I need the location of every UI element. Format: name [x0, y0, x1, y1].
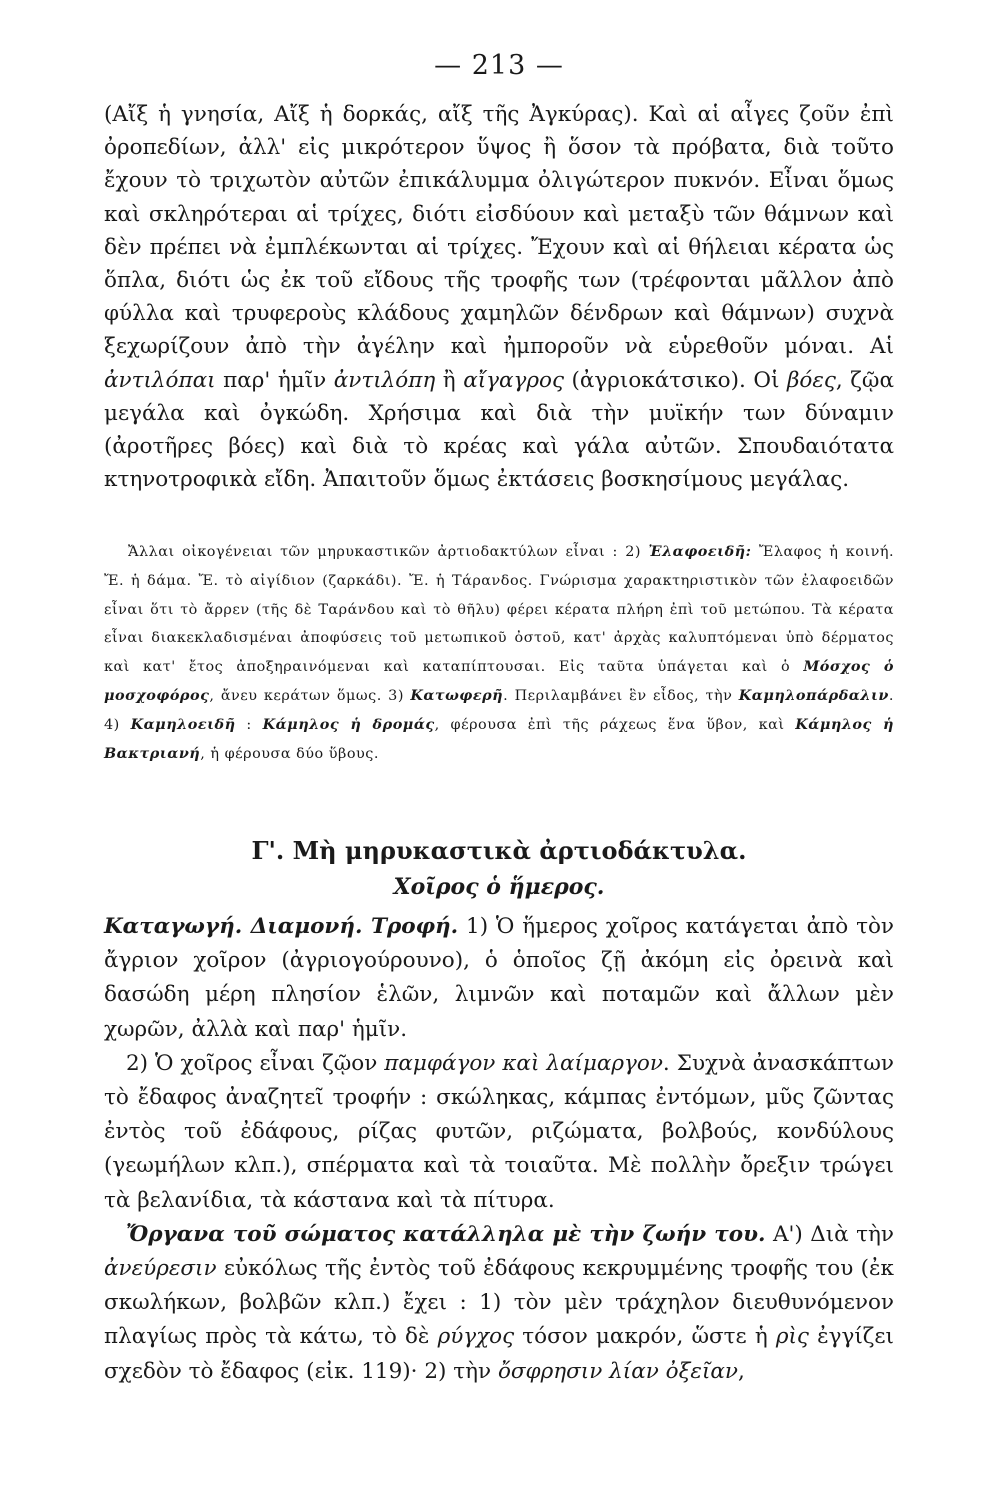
intro-text-e: , ζῷα μεγάλα καὶ ὀγκώδη. Χρήσιμα καὶ διὰ τὴν μυϊκήν των δύναμιν (ἀροτῆρες βόες) καὶ διὰ τὸ κρέας καὶ γάλα αὐτῶν. Σπουδαιότατα κτηνοτροφικὰ εἴδη. Ἀπαιτοῦν ὅμως ἐκτάσεις βοσκησίμους μεγάλας. [104, 367, 894, 493]
term-boes: βόες [786, 367, 836, 393]
intro-paragraph [104, 98, 894, 496]
term-rygchos: ρύγχος [437, 1324, 515, 1350]
page-number: — 213 — [434, 50, 564, 81]
note-text-7: , φέρουσα ἐπὶ τῆς ράχεως ἕνα ὕβον, καὶ [434, 716, 785, 733]
intro-text-a: (Αἴξ ἡ γνησία, Αἴξ ἡ δορκάς, αἴξ τῆς Ἀγκύρας). Καὶ αἱ αἶγες ζοῦν ἐπὶ ὀροπεδίων, ἀλλ' εἰς μικρότερον ὕψος ἢ ὅσον τὰ πρόβατα, διὰ τοῦτο ἔχουν τὸ τριχωτὸν αὐτῶν ἐπικάλυμμα ὀλιγώτερον πυκνόν. Εἶναι ὅμως καὶ σκληρότεραι αἱ τρίχες, διότι εἰσδύουν καὶ μεταξὺ τῶν θάμνων καὶ δὲν πρέπει νὰ ἐμπλέκωνται αἱ τρίχες. Ἔχουν καὶ αἱ θήλειαι κέρατα ὡς ὅπλα, διότι ὡς ἐκ τοῦ εἴδους τῆς τροφῆς των (τρέφονται μᾶλλον ἀπὸ φύλλα καὶ τρυφεροὺς κλάδους χαμηλῶν δένδρων καὶ θάμνων) συχνὰ ξεχωρίζουν ἀπὸ τὴν ἀγέλην καὶ ἠμποροῦν νὰ εὑρεθοῦν μόναι. Αἱ [104, 102, 894, 360]
footnote-block [104, 538, 894, 768]
paragraph-diet [104, 1047, 894, 1218]
note-text-8: , ἡ φέρουσα δύο ὕβους. [200, 745, 379, 762]
section-heading: Γ'. Μὴ μηρυκαστικὰ ἀρτιοδάκτυλα. [251, 836, 747, 865]
body-text-3c: τόσον μακρόν, ὥστε ἡ [522, 1324, 768, 1350]
term-pamfagon: παμφάγον καὶ λαίμαργον [384, 1050, 663, 1076]
term-ris: ρὶς [775, 1324, 809, 1350]
paragraph-organs [104, 1218, 894, 1389]
lead-organs: Ὄργανα τοῦ σώματος κατάλληλα μὲ τὴν ζωήν του. [126, 1221, 766, 1247]
term-kamilos: Κάμηλος ἡ δρομάς [262, 715, 435, 733]
body-text-3a: Α') Διὰ τὴν [765, 1221, 894, 1247]
body-text-2a: 2) Ὁ χοῖρος εἶναι ζῷον [126, 1050, 378, 1076]
lead-origin: Καταγωγή. Διαμονή. Τροφή. [104, 914, 459, 939]
intro-text [104, 98, 894, 496]
term-kamilopardalin: Καμηλοπάρδαλιν [738, 686, 889, 704]
term-aigagros: αἴγαγρος [463, 367, 564, 393]
footnote-paragraph [104, 538, 894, 768]
intro-text-c: ἢ [442, 367, 456, 393]
body-text-3e: , [737, 1358, 745, 1384]
term-kamilos-baktriani: Κάμηλος ἡ Βακτριανή [104, 715, 894, 762]
note-text-3: , ἄνευ κεράτων ὅμως. 3) [209, 687, 404, 704]
note-text-1: Ἄλλαι οἰκογένειαι τῶν μηρυκαστικῶν ἀρτιοδακτύλων εἶναι : 2) [128, 544, 642, 560]
note-text-4: . Περιλαμβάνει ἓν εἶδος, τὴν [503, 687, 733, 704]
section-subheading: Χοῖρος ὁ ἥμερος. [393, 874, 605, 900]
intro-text-d: (ἀγριοκάτσικο). Οἱ [571, 367, 780, 393]
term-aneuresin: ἀνεύρεσιν [104, 1256, 217, 1282]
body-text-1: 1) Ὁ ἥμερος χοῖρος κατάγεται ἀπὸ τὸν ἄγριον χοῖρον (ἀγριογούρουνο), ὁ ὁποῖος ζῇ ἀκόμη εἰς ὀρεινὰ καὶ δασώδη μέρη πλησίον ἑλῶν, λιμνῶν καὶ ποταμῶν καὶ ἄλλων μὲν χωρῶν, ἀλλὰ καὶ παρ' ἡμῖν. [104, 914, 894, 1042]
intro-text-b: παρ' ἡμῖν [223, 367, 327, 393]
paragraph-origin [104, 910, 894, 1047]
note-text-6: : [246, 716, 252, 733]
note-text-2: Ἔλαφος ἡ κοινή. Ἔ. ἡ δάμα. Ἔ. τὸ αἰγίδιον (ζαρκάδι). Ἔ. ἡ Τάρανδος. Γνώρισμα χαρακτηριστικὸν τῶν ἐλαφοειδῶν εἶναι ὅτι τὸ ἄρρεν (τῆς δὲ Ταράνδου καὶ τὸ θῆλυ) φέρει κέρατα πλήρη ἐπὶ τοῦ μετώπου. Τὰ κέρατα εἶναι διακεκλαδισμέναι ἀποφύσεις τοῦ μετωπικοῦ ὀστοῦ, κατ' ἀρχὰς καλυπτόμεναι ὑπὸ δέρματος καὶ κατ' ἔτος ἀποξηραινόμεναι καὶ καταπίπτουσαι. Εἰς ταῦτα ὑπάγεται καὶ ὁ [104, 544, 895, 676]
term-kamiloeidi: Καμηλοειδῆ [130, 715, 236, 733]
body-text-2b: . Συχνὰ ἀνασκάπτων τὸ ἔδαφος ἀναζητεῖ τροφήν : σκώληκας, κάμπας ἐντόμων, μῦς ζῶντας ἐντὸς τοῦ ἐδάφους, ρίζας φυτῶν, ριζώματα, βολβούς, κονδύλους (γεωμήλων κλπ.), σπέρματα καὶ τὰ τοιαῦτα. Μὲ πολλὴν ὄρεξιν τρώγει τὰ βελανίδια, τὰ κάστανα καὶ τὰ πίτυρα. [104, 1050, 894, 1213]
body-text [104, 910, 894, 1389]
term-elafoeidi: Ἐλαφοειδῆ: [648, 543, 752, 560]
term-antilopai: ἀντιλόπαι [104, 367, 216, 393]
term-moschos: Μόσχος ὁ μοσχοφόρος [104, 658, 894, 704]
body-text-3b: εὐκόλως τῆς ἐντὸς τοῦ ἐδάφους κεκρυμμένης τροφῆς του (ἐκ σκωλήκων, βολβῶν κλπ.) ἔχει : 1) τὸν μὲν τράχηλον διευθυνόμενον πλαγίως πρὸς τὰ κάτω, τὸ δὲ [104, 1256, 894, 1350]
note-text-5: . 4) [104, 687, 894, 733]
term-katoferi: Κατωφερῆ [410, 686, 504, 704]
body-text-3d: ἐγγίζει σχεδὸν τὸ ἔδαφος (εἰκ. 119)· 2) τὴν [104, 1324, 894, 1384]
term-osfrisin: ὄσφρησιν λίαν ὀξεῖαν [497, 1358, 738, 1384]
term-antilopi: ἀντιλόπη [333, 367, 436, 393]
